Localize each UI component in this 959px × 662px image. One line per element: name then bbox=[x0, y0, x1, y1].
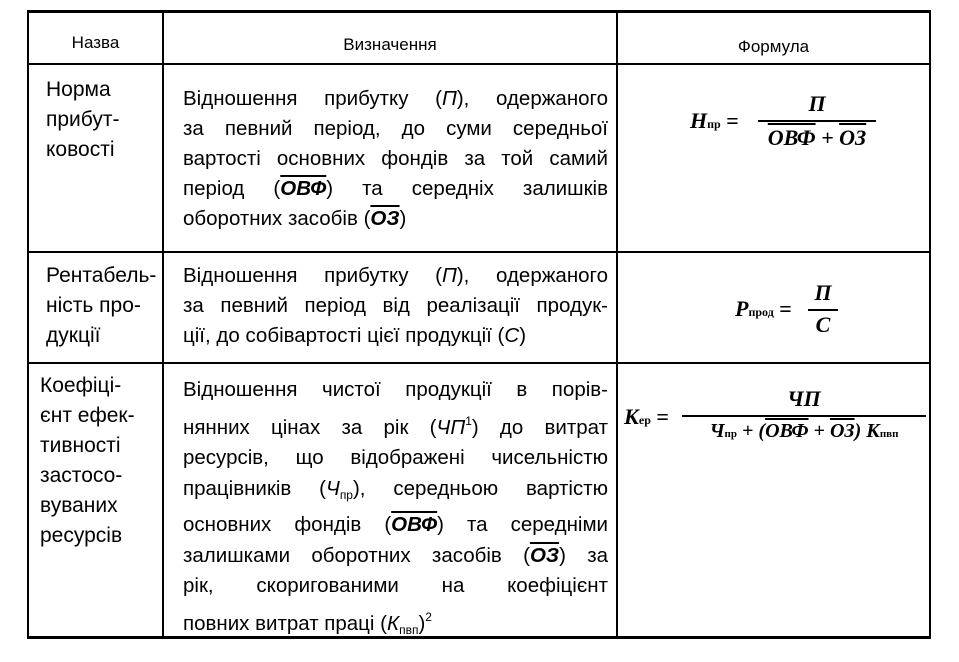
row1-definition: Відношення прибутку (П), одержаного за певний період, до суми середньої вартості основних фондів за той самий період (ОВФ) та середніх залишків оборотних засобів (ОЗ) bbox=[183, 87, 608, 230]
row2-definition: Відношення прибутку (П), одержаного за певний період від реалізації продук- ції, до собівартості цієї продукції (С) bbox=[183, 264, 608, 347]
header-definition: Визначення bbox=[343, 35, 437, 54]
row1-name: Норма прибут- ковості bbox=[46, 78, 120, 161]
header-formula: Формула bbox=[737, 37, 810, 56]
column-divider-2 bbox=[616, 10, 618, 639]
row2-name: Рентабель- ність про- дукції bbox=[46, 264, 157, 347]
header-name: Назва bbox=[71, 33, 120, 52]
column-divider-1 bbox=[162, 10, 164, 639]
table-border-right bbox=[929, 10, 931, 639]
row3-name: Коефіці- єнт ефек- тивності застосо- вуваних ресурсів bbox=[40, 374, 135, 547]
document-page: Назва Визначення Формула Норма прибут- ковості Відношення прибутку (П), одержаного за певний період, до суми середньої вартості основних фондів за той самий період (ОВФ) та середніх залишків оборотних засобів (ОЗ) Нпр = П ОВФ + ОЗ Рентабель- ність про- дукції Відношення прибутку (П), одержаного за певний період від реалізації продук- ції, до собівартості цієї продукції (С) Рпрод = П С Коефіці- єнт ефек- тивності застосо- вуваних ресурсів Відношення чистої продукції в порів- нянних цінах за рік $(ЧП^1)$ до витрат ресурсів, що відображені чисельністю працівників $(Ч_{пр})$, середньою вартістю основних фондів (ОВФ) та середніми залишками оборотних засобів (ОЗ) за рік, скоригованими на коефіцієнт повних витрат праці $(К_{пвп})^2$ Кер = ЧП Чпр + (ОВФ + ОЗ) Кпвп bbox=[0, 0, 959, 662]
table-border-left bbox=[27, 10, 29, 639]
row3-definition: Відношення чистої продукції в порів- нянних цінах за рік $(ЧП^1)$ до витрат ресурсів, що відображені чисельністю працівників $(Ч_{пр})$, середньою вартістю основних фондів (ОВФ) та середніми залишками оборотних засобів (ОЗ) за рік, скоригованими на коефіцієнт повних витрат праці $(К_{пвп})^2$ bbox=[183, 378, 608, 637]
